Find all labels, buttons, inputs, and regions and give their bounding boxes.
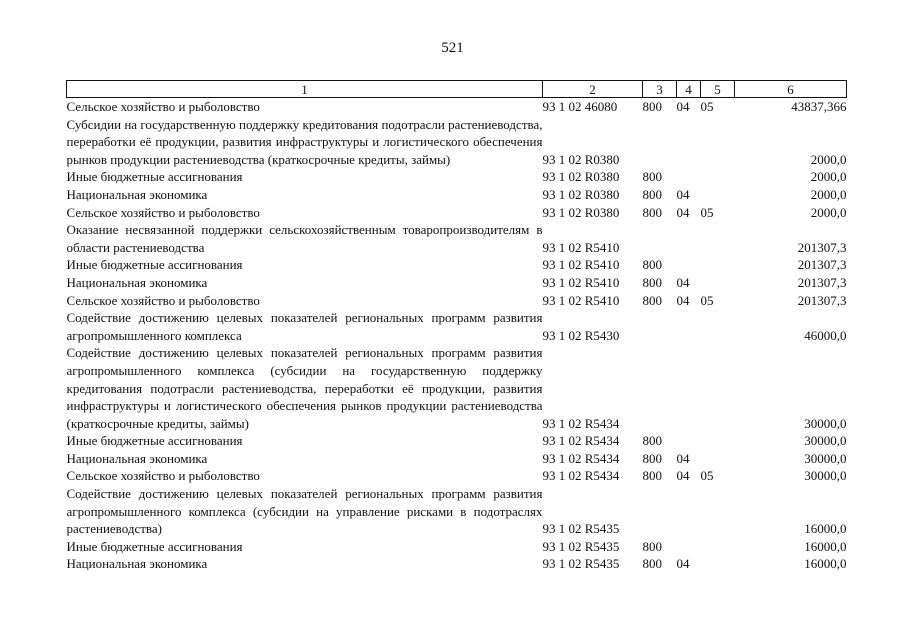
row-rz (677, 221, 701, 256)
budget-table (66, 80, 847, 573)
row-pr (701, 274, 735, 292)
row-vr: 800 (642, 186, 662, 202)
table-row (67, 555, 847, 573)
table-row (67, 116, 847, 169)
row-code: 93 1 02 R5435 (542, 538, 620, 554)
row-vr: 800 (642, 468, 662, 484)
row-pr (701, 450, 735, 468)
row-vr: 800 (642, 274, 662, 290)
table-row (67, 168, 847, 186)
row-rz: 04 (676, 468, 690, 484)
table-row (67, 344, 847, 432)
table-row (67, 292, 847, 310)
column-header-2: 2 (543, 81, 643, 98)
row-name: Сельское хозяйство и рыболовство (66, 99, 260, 114)
row-code: 93 1 02 R5434 (542, 415, 620, 431)
row-vr (643, 485, 677, 538)
row-rz: 04 (676, 186, 690, 202)
table-row (67, 432, 847, 450)
row-rz: 04 (676, 556, 690, 572)
row-rz (677, 116, 701, 169)
table-row (67, 309, 847, 344)
row-vr (643, 116, 677, 169)
row-pr: 05 (700, 99, 714, 114)
row-pr (701, 344, 735, 432)
row-code: 93 1 02 R5434 (542, 468, 620, 484)
column-header-6: 6 (735, 81, 847, 98)
row-pr (701, 485, 735, 538)
row-name: Содействие достижению целевых показателей региональных программ развития агропромышленного комплекса (66, 310, 543, 343)
row-name: Иные бюджетные ассигнования (66, 257, 243, 273)
row-vr: 800 (642, 257, 662, 273)
row-pr (701, 168, 735, 186)
row-code: 93 1 02 R5410 (542, 239, 620, 255)
row-name: Иные бюджетные ассигнования (66, 169, 243, 185)
table-row (67, 467, 847, 485)
row-code: 93 1 02 R5410 (542, 274, 620, 290)
column-header-5: 5 (701, 81, 735, 98)
row-sum: 30000,0 (804, 415, 847, 431)
table-row (67, 204, 847, 222)
row-sum: 43837,366 (791, 99, 847, 114)
row-rz (677, 485, 701, 538)
row-code: 93 1 02 R0380 (542, 204, 620, 220)
row-rz (677, 344, 701, 432)
row-code: 93 1 02 R0380 (542, 186, 620, 202)
row-code: 93 1 02 R5410 (542, 292, 620, 308)
row-pr: 05 (700, 292, 714, 308)
row-code: 93 1 02 R5430 (542, 327, 620, 343)
row-code: 93 1 02 46080 (542, 99, 618, 114)
table-row (67, 485, 847, 538)
row-rz: 04 (676, 274, 690, 290)
row-name: Национальная экономика (66, 556, 208, 572)
row-rz: 04 (676, 99, 690, 114)
column-header-4: 4 (677, 81, 701, 98)
row-name: Сельское хозяйство и рыболовство (66, 468, 260, 484)
table-body (67, 98, 847, 574)
row-sum: 201307,3 (797, 274, 847, 290)
row-rz (677, 538, 701, 556)
row-sum: 2000,0 (810, 204, 847, 220)
row-vr (643, 344, 677, 432)
row-code: 93 1 02 R5410 (542, 257, 620, 273)
row-rz (677, 168, 701, 186)
row-pr (701, 186, 735, 204)
row-vr (643, 221, 677, 256)
row-sum: 16000,0 (804, 521, 847, 537)
row-rz (677, 256, 701, 274)
row-pr (701, 555, 735, 573)
row-pr (701, 256, 735, 274)
row-sum: 201307,3 (797, 292, 847, 308)
row-pr (701, 432, 735, 450)
row-sum: 16000,0 (804, 538, 847, 554)
row-sum: 201307,3 (797, 239, 847, 255)
row-sum: 16000,0 (804, 556, 847, 572)
row-code: 93 1 02 R5435 (542, 521, 620, 537)
row-name: Содействие достижению целевых показателей региональных программ развития агропромышленного комплекса (субсидии на управление рисками в подотраслях растениеводства) (66, 486, 543, 537)
row-name: Субсидии на государственную поддержку кредитования подотрасли растениеводства, переработки её продукции, развития инфраструктуры и логистического обеспечения рынков продукции растениеводства (краткосрочные кредиты, займы) (66, 116, 543, 167)
table-row (67, 274, 847, 292)
row-vr: 800 (642, 556, 662, 572)
row-code: 93 1 02 R5434 (542, 433, 620, 449)
column-header-1: 1 (67, 81, 543, 98)
row-name: Сельское хозяйство и рыболовство (66, 204, 260, 220)
row-rz (677, 432, 701, 450)
row-pr (701, 116, 735, 169)
row-vr: 800 (642, 450, 662, 466)
row-name: Оказание несвязанной поддержки сельскохозяйственным товаропроизводителям в области растениеводства (66, 222, 543, 255)
row-code: 93 1 02 R0380 (542, 169, 620, 185)
table-row (67, 256, 847, 274)
row-name: Иные бюджетные ассигнования (66, 433, 243, 449)
table-row (67, 186, 847, 204)
row-vr: 800 (642, 99, 662, 114)
row-name: Иные бюджетные ассигнования (66, 538, 243, 554)
row-vr: 800 (642, 292, 662, 308)
row-vr (643, 309, 677, 344)
table-row (67, 98, 847, 116)
row-code: 93 1 02 R0380 (542, 151, 620, 167)
row-pr (701, 221, 735, 256)
row-pr: 05 (700, 204, 714, 220)
row-name: Национальная экономика (66, 450, 208, 466)
page-number: 521 (441, 40, 464, 56)
row-rz: 04 (676, 450, 690, 466)
table-row (67, 221, 847, 256)
table-header-row (67, 81, 847, 98)
row-sum: 30000,0 (804, 433, 847, 449)
row-rz: 04 (676, 292, 690, 308)
row-code: 93 1 02 R5435 (542, 556, 620, 572)
row-pr (701, 309, 735, 344)
row-sum: 46000,0 (804, 327, 847, 343)
row-vr: 800 (642, 169, 662, 185)
row-sum: 2000,0 (810, 151, 847, 167)
row-sum: 30000,0 (804, 450, 847, 466)
row-sum: 201307,3 (797, 257, 847, 273)
row-sum: 30000,0 (804, 468, 847, 484)
row-name: Сельское хозяйство и рыболовство (66, 292, 260, 308)
row-name: Содействие достижению целевых показателей региональных программ развития агропромышленного комплекса (субсидии на государственную поддержку кредитования подотрасли растениеводства, переработки её продукции, развития инфраструктуры и логистического обеспечения рынков продукции растениеводства (краткосрочные кредиты, займы) (66, 345, 543, 431)
row-code: 93 1 02 R5434 (542, 450, 620, 466)
row-sum: 2000,0 (810, 169, 847, 185)
table-row (67, 450, 847, 468)
column-header-3: 3 (643, 81, 677, 98)
row-vr: 800 (642, 433, 662, 449)
row-vr: 800 (642, 204, 662, 220)
row-pr (701, 538, 735, 556)
row-rz (677, 309, 701, 344)
table-row (67, 538, 847, 556)
row-vr: 800 (642, 538, 662, 554)
row-name: Национальная экономика (66, 186, 208, 202)
row-pr: 05 (700, 468, 714, 484)
row-sum: 2000,0 (810, 186, 847, 202)
row-rz: 04 (676, 204, 690, 220)
row-name: Национальная экономика (66, 274, 208, 290)
